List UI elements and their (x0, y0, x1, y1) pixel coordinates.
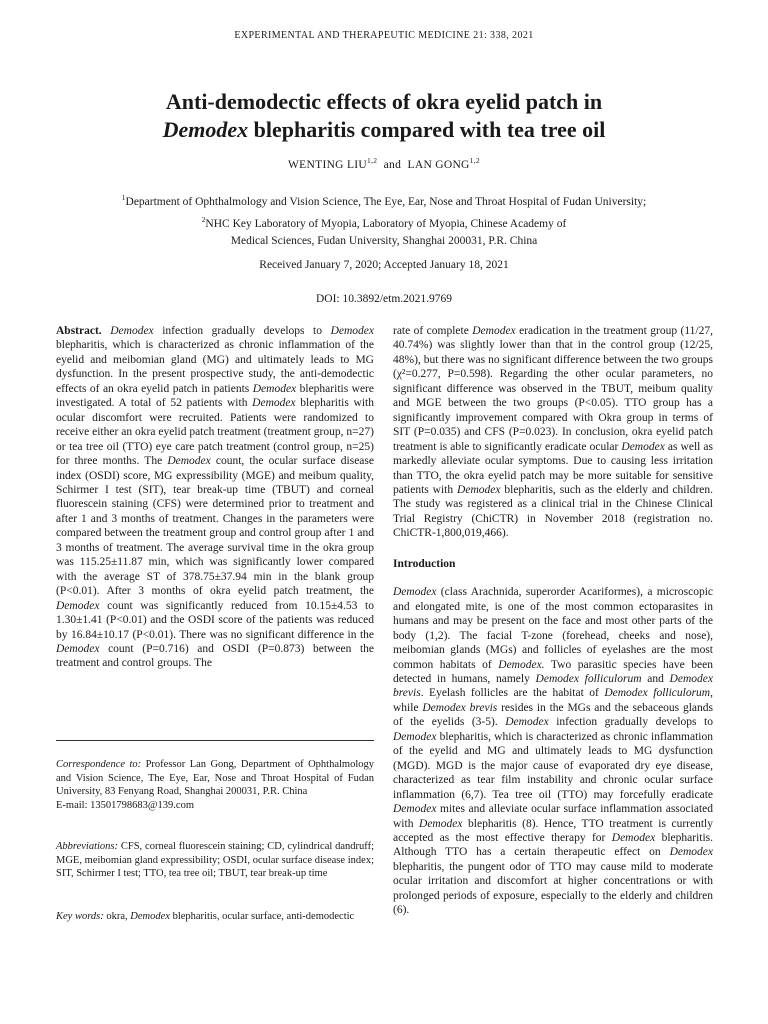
italic-demodex: Demodex (393, 803, 437, 816)
intro-text: (class Arachnida, superorder Acariformes), a microscopic and elongated mite, is one of the most common ectoparasites in humans and may be present on the face and most other parts of the body (1,2). The facial T-zone (forehead, cheeks and nose), meibomian glands (MGs) and follicles of eyelashes are the most common habitats of (393, 586, 713, 671)
italic-demodex: Demodex (252, 397, 296, 410)
italic-demodex: Demodex (621, 440, 665, 453)
affiliation-2-text: NHC Key Laboratory of Myopia, Laboratory of Myopia, Chinese Academy of (205, 217, 567, 230)
introduction-paragraph (393, 585, 713, 917)
correspondence-label: Correspondence to: (56, 759, 142, 770)
intro-text: infection gradually develops to (548, 716, 713, 729)
abstract-text: as well as markedly alleviate ocular symptoms. Due to causing less irritation than TTO, the okra eyelid patch may be more suitable for sensitive patients with (393, 440, 713, 496)
abstract-continuation (393, 324, 713, 541)
author-2-affil: 1,2 (469, 156, 480, 165)
italic-demodex: Demodex (505, 716, 549, 729)
author-conjunction: and (383, 158, 402, 171)
intro-text: and (641, 672, 670, 685)
author-list (0, 156, 768, 171)
author-1-affil: 1,2 (367, 156, 378, 165)
italic-demodex: Demodex (669, 846, 713, 859)
intro-text: , while (393, 687, 713, 714)
affiliation-2 (60, 211, 708, 233)
affiliation-1-text: Department of Ophthalmology and Vision Science, The Eye, Ear, Nose and Throat Hospital of Fudan University; (125, 195, 647, 208)
abstract-paragraph (56, 324, 374, 671)
italic-demodex: Demodex (393, 586, 437, 599)
italic-demodex: Demodex (472, 325, 516, 337)
author-1: WENTING LIU (288, 158, 368, 171)
abstract-text: count (P=0.716) and OSDI (P=0.873) between the treatment and control groups. The (56, 642, 374, 670)
italic-demodex: Demodex (167, 455, 211, 468)
abstract-text: rate of complete (393, 325, 473, 337)
keywords-text: blepharitis, ocular surface, anti-demodectic (169, 911, 355, 922)
abstract-text: blepharitis, such as the elderly and children. The study was registered as a clinical trial in the Chinese Clinical Trial Registry (ChiCTR) in November 2018 (registration no. ChiCTR-1,800,019,466). (393, 483, 714, 540)
received-accepted-dates: Received January 7, 2020; Accepted January 18, 2021 (259, 259, 509, 271)
italic-species: Demodex folliculorum (535, 672, 642, 685)
italic-species: Demodex folliculorum (604, 687, 711, 700)
abstract-text: blepharitis, which is characterized as chronic inflammation of the eyelid and meibomian gland (MG) and ultimately leads to MG dysfunction. In the present prospective study, the anti-demodectic effects of an okra eyelid patch in patients (56, 339, 374, 395)
title-line-1: Anti-demodectic effects of okra eyelid patch in (165, 89, 603, 114)
italic-demodex: Demodex (457, 483, 501, 496)
affiliation-2-number: 2 (201, 214, 206, 224)
italic-species: Demodex brevis (422, 701, 498, 714)
intro-text: blepharitis (8). Hence, TTO treatment is currently accepted as the most effective therapy for (393, 817, 713, 844)
doi: DOI: 10.3892/etm.2021.9769 (315, 293, 453, 305)
italic-demodex: Demodex (611, 831, 656, 844)
introduction-heading: Introduction (393, 557, 456, 570)
italic-demodex: Demodex (252, 382, 297, 395)
author-2: LAN GONG (407, 158, 470, 171)
italic-demodex: Demodex (56, 642, 100, 655)
footnote-divider (56, 740, 374, 741)
keywords-label: Key words: (56, 911, 104, 922)
right-column (393, 324, 713, 918)
abstract-text: infection gradually develops to (153, 325, 331, 337)
correspondence-email: E-mail: 13501798683@139.com (56, 799, 194, 811)
intro-text: Two parasitic species have been detected in humans, namely (393, 658, 713, 685)
italic-demodex: Demodex (330, 325, 374, 337)
keywords-footnote (56, 910, 374, 924)
abbreviations-label: Abbreviations: (56, 841, 119, 852)
keywords-text: okra, (103, 911, 131, 922)
abbreviations-footnote (56, 840, 374, 881)
intro-text: resides in the MGs and the sebaceous glands of the eyelids (3-5). (393, 701, 713, 729)
title-line-2 (60, 116, 708, 144)
italic-species: Demodex brevis (393, 672, 713, 700)
intro-text: blepharitis. Although TTO has a certain therapeutic effect on (393, 831, 713, 859)
abstract-label: Abstract. (56, 325, 102, 337)
intro-text: . Eyelash follicles are the habitat of (420, 687, 605, 700)
italic-demodex: Demodex (110, 325, 154, 337)
abbreviations-text: CFS, corneal fluorescein staining; CD, cylindrical dandruff; MGE, meibomian gland expressibility; OSDI, ocular surface disease index; SIT, Schirmer I test; TTO, tea tree oil; TBUT, tear break-up time (56, 841, 374, 880)
intro-text: mites and alleviate ocular surface inflammation associated with (393, 803, 713, 830)
abstract-text: blepharitis with ocular discomfort were recruited. Patients were randomized to receive either an okra eyelid patch treatment (treatment group, n=27) or tea tree oil (TTO) eye care patch treatment (control group, n=25) for three months. The (56, 397, 374, 468)
affiliation-2-cont: Medical Sciences, Fudan University, Shanghai 200031, P.R. China (230, 234, 538, 247)
article-title (60, 88, 708, 144)
title-line-2-rest: blepharitis compared with tea tree oil (248, 117, 606, 142)
abstract-text: eradication in the treatment group (11/27, 40.74%) was slightly lower than that in the control group (12/25, 48%), but there was no significant difference between the two groups (χ²=0.277, P=0.598). Regarding the other ocular parameters, no significant difference was observed in the TBUT, meibum quality and MGE between the two groups (P<0.05). TTO group has a significantly improvement compared with Okra group in terms of SIT (P=0.035) and CFS (P=0.023). In conclusion, okra eyelid patch treatment is able to significantly eradicate ocular (393, 325, 713, 453)
italic-demodex: Demodex (419, 817, 463, 830)
intro-text: blepharitis, the pungent odor of TTO may cause mild to moderate ocular irritation and discomfort at higher concentrations or with prolonged periods of exposure, especially to the elderly and children (6). (393, 860, 713, 917)
correspondence-footnote (56, 758, 374, 812)
affiliation-1-number: 1 (121, 193, 126, 202)
italic-demodex: Demodex. (498, 658, 545, 671)
intro-text: blepharitis, which is characterized as chronic inflammation of the eyelid and MG and ultimately leads to MG dysfunction (MGD). MGD is the major cause of evaporated dry eye disease, characterized as tear film instability and chronic ocular surface inflammation (6,7). Tea tree oil (TTO) may forcefully eradicate (393, 730, 713, 801)
italic-demodex: Demodex (393, 730, 437, 743)
italic-demodex: Demodex (56, 599, 100, 612)
abstract-text: blepharitis were investigated. A total of 52 patients with (56, 382, 374, 410)
affiliation-1 (60, 189, 708, 211)
title-italic-word: Demodex (162, 117, 249, 142)
abstract-text: count was significantly reduced from 10.15±4.53 to 1.30±1.41 (P<0.01) and the OSDI score of the patients was reduced by 16.84±10.17 (P<0.01). There was no significant difference in the (56, 599, 374, 641)
italic-demodex: Demodex (130, 911, 170, 922)
correspondence-text: Professor Lan Gong, Department of Ophthalmology and Vision Science, The Eye, Ear, Nose and Throat Hospital of Fudan University, 83 Fenyang Road, Shanghai 200031, P.R. China (56, 759, 374, 798)
running-head: EXPERIMENTAL AND THERAPEUTIC MEDICINE 21: 338, 2021 (234, 30, 534, 41)
affiliations (60, 189, 708, 250)
abstract-column (56, 324, 374, 671)
abstract-text: count, the ocular surface disease index (OSDI) score, MG expressibility (MGE) and meibum quality, Schirmer I test (SIT), tear break-up time (TBUT) and corneal fluorescein staining (CFS) were determined prior to treatment and after 1 and 3 months of treatment. Changes in the parameters were compared between the treatment group and control group after 1 and 3 months of treatment. The average survival time in the okra group was 115.25±11.87 min, which was significantly lower compared with the average ST of 378.75±37.94 min in the blank group (P<0.01). After 3 months of okra eyelid patch treatment, the (56, 455, 374, 598)
